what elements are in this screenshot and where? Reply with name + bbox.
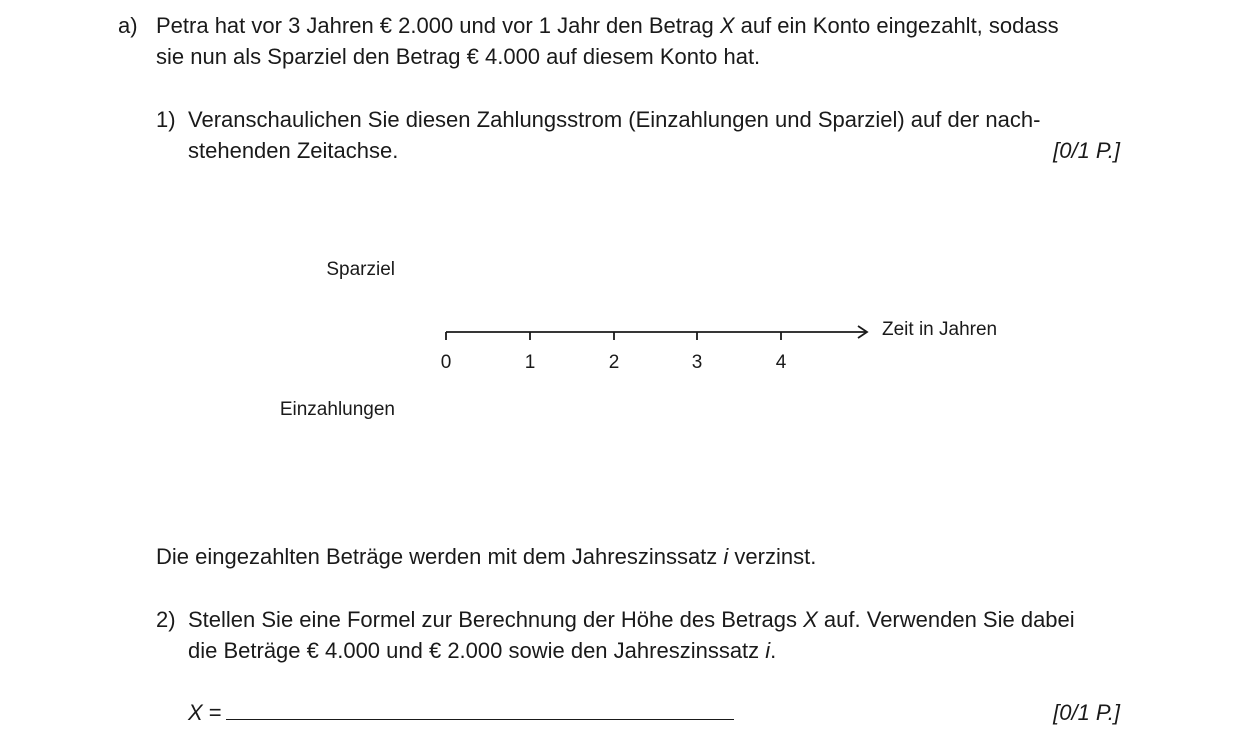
task-1-points: [0/1 P.]: [1053, 138, 1120, 163]
part-a-line-2: sie nun als Sparziel den Betrag € 4.000 auf diesem Konto hat.: [156, 44, 761, 69]
timeline-label-sparziel: Sparziel: [326, 259, 395, 280]
variable-i: i: [723, 544, 729, 569]
timeline-tick-label: 2: [608, 352, 620, 373]
task-1-line-2: stehenden Zeitachse.: [188, 138, 399, 163]
task-1-number: 1): [156, 107, 176, 132]
task-2-number: 2): [156, 607, 176, 632]
timeline-axis-label: Zeit in Jahren: [882, 319, 998, 340]
interest-statement: Die eingezahlten Beträge werden mit dem Jahreszinssatz i verzinst.: [156, 544, 817, 569]
task-2-points: [0/1 P.]: [1053, 700, 1120, 725]
task-2-line-1: Stellen Sie eine Formel zur Berechnung der Höhe des Betrags X auf. Verwenden Sie dabei: [188, 607, 1075, 632]
task-2-line-2: die Beträge € 4.000 und € 2.000 sowie den Jahreszinssatz i.: [188, 638, 777, 663]
variable-i: i: [765, 638, 771, 663]
formula-variable-x: X: [188, 700, 203, 725]
timeline-label-einzahlungen: Einzahlungen: [279, 399, 395, 420]
timeline-axis: [430, 318, 880, 348]
variable-x: X: [803, 607, 818, 632]
part-a-label: a): [118, 13, 138, 38]
variable-x: X: [719, 13, 735, 38]
task-1-line-1: Veranschaulichen Sie diesen Zahlungsstrom (Einzahlungen und Sparziel) auf der nach-: [188, 107, 1041, 132]
timeline-tick-label: 3: [691, 352, 703, 373]
timeline-tick-label: 4: [775, 352, 787, 373]
timeline-tick-label: 0: [440, 352, 452, 373]
timeline-tick-label: 1: [524, 352, 536, 373]
part-a-line-1: Petra hat vor 3 Jahren € 2.000 und vor 1 Jahr den Betrag X auf ein Konto eingezahlt, sodass: [156, 13, 1059, 38]
answer-blank[interactable]: [226, 697, 734, 720]
formula-line: X =: [188, 697, 734, 728]
